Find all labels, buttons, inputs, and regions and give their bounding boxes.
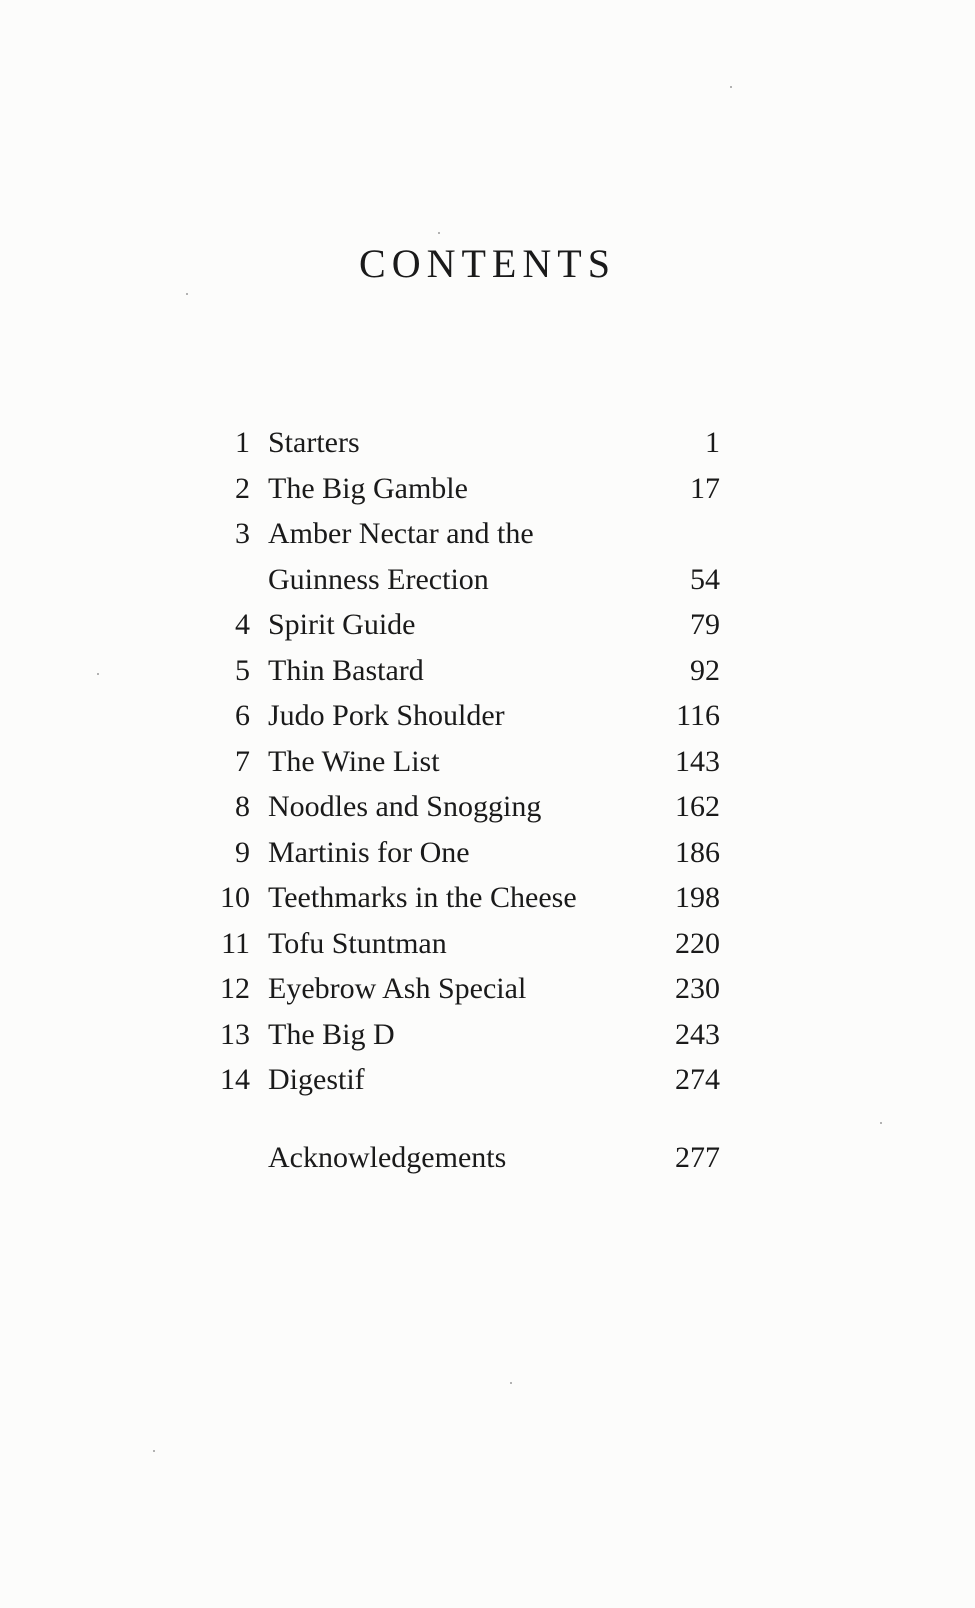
chapter-number: 6 (235, 699, 250, 732)
toc-row (0, 693, 975, 739)
chapter-number: 4 (235, 608, 250, 641)
chapter-number: 1 (235, 426, 250, 459)
toc-row (0, 966, 975, 1012)
page-number: 186 (675, 835, 720, 869)
table-of-contents (0, 420, 975, 1180)
toc-row (0, 830, 975, 876)
chapter-title: Starters (268, 426, 360, 459)
chapter-number: 3 (235, 517, 250, 550)
backmatter-title: Acknowledgements (268, 1140, 507, 1174)
chapter-number: 12 (220, 972, 250, 1005)
toc-row (0, 1057, 975, 1103)
page-number: 162 (675, 790, 720, 823)
scan-speck (730, 86, 732, 88)
chapter-title: Eyebrow Ash Special (268, 972, 527, 1005)
scan-speck (510, 1382, 512, 1384)
page-number: 79 (690, 608, 720, 641)
page-number: 17 (690, 471, 720, 505)
page-number: 220 (675, 926, 720, 960)
section-gap (0, 1103, 975, 1135)
chapter-title: Digestif (268, 1063, 365, 1096)
toc-row (0, 557, 975, 603)
chapter-number: 14 (220, 1063, 250, 1096)
toc-row (0, 420, 975, 466)
toc-row (0, 784, 975, 830)
toc-row (0, 648, 975, 694)
toc-row-backmatter (0, 1135, 975, 1181)
chapter-number: 9 (235, 835, 250, 869)
chapter-title: Spirit Guide (268, 608, 416, 641)
chapter-title: The Big Gamble (268, 471, 468, 505)
chapter-number: 8 (235, 790, 250, 823)
scan-speck (880, 1122, 882, 1124)
chapter-title: Teethmarks in the Cheese (268, 881, 577, 914)
chapter-number: 13 (220, 1017, 250, 1051)
chapter-title: Guinness Erection (268, 562, 489, 596)
toc-row (0, 511, 975, 557)
chapter-number: 7 (235, 744, 250, 778)
chapter-title: Thin Bastard (268, 653, 424, 687)
page-number: 274 (675, 1063, 720, 1096)
toc-row (0, 602, 975, 648)
chapter-title: Noodles and Snogging (268, 790, 542, 823)
page-number: 198 (675, 881, 720, 914)
toc-row (0, 739, 975, 785)
chapter-number: 11 (221, 926, 250, 960)
scan-speck (438, 232, 440, 234)
toc-row (0, 1012, 975, 1058)
page-number: 230 (675, 972, 720, 1005)
page-number: 54 (690, 562, 720, 596)
page-title: CONTENTS (359, 241, 616, 286)
chapter-number: 10 (220, 881, 250, 914)
page-number: 116 (676, 699, 720, 732)
toc-row (0, 466, 975, 512)
scan-speck (97, 673, 99, 675)
page-number: 243 (675, 1017, 720, 1051)
toc-row (0, 875, 975, 921)
scan-speck (153, 1450, 155, 1452)
scan-speck (186, 293, 188, 295)
chapter-title: The Big D (268, 1017, 395, 1051)
chapter-title: Martinis for One (268, 835, 470, 869)
chapter-title: Judo Pork Shoulder (268, 699, 505, 732)
page-number: 143 (675, 744, 720, 778)
chapter-title: Amber Nectar and the (268, 517, 534, 550)
chapter-title: The Wine List (268, 744, 440, 778)
chapter-title: Tofu Stuntman (268, 926, 447, 960)
toc-row (0, 921, 975, 967)
chapter-number: 2 (235, 471, 250, 505)
page-number: 92 (690, 653, 720, 687)
page-number: 1 (705, 426, 720, 459)
chapter-number: 5 (235, 653, 250, 687)
page-number: 277 (675, 1140, 720, 1174)
